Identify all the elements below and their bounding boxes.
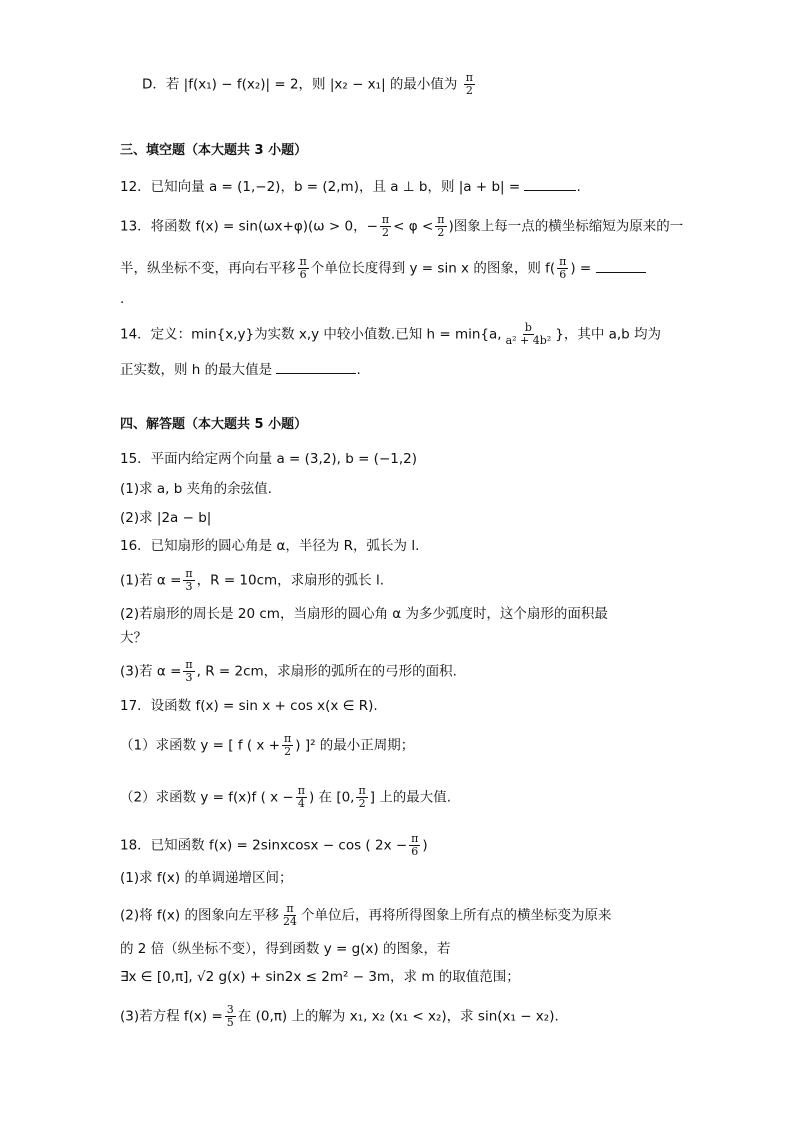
- answer-blank: [596, 260, 646, 273]
- option-d: [142, 72, 477, 97]
- question-14-line-1: 14．定义：min{x,y}为实数 x,y 中较小值数.已知 h = min{a, $\frac{b}{\text{a² + 4b²}}$ }，其中 a,b 均为: [120, 321, 662, 347]
- question-13-line-1: 13．将函数 f(x) = sin(ωx+φ)(ω > 0，− $\frac{\pi}{2}$ < φ < $\frac{\pi}{2}$ )图象上每一点的横坐标缩短为原来的一: [120, 213, 684, 239]
- option-d-text: D．若 |f(x₁) − f(x₂)| = 2，则 |x₂ − x₁| 的最小值为: [142, 76, 458, 93]
- section-heading-fill-in: 三、填空题（本大题共 3 小题）: [120, 143, 308, 158]
- question-14-line-2: 正实数，则 h 的最大值是 .: [120, 362, 361, 378]
- answer-blank: [276, 361, 356, 374]
- question-12: 12．已知向量 a = (1,−2)，b = (2,m)，且 a ⊥ b，则 |a + b| = .: [120, 179, 581, 195]
- question-17: 17．设函数 f(x) = sin x + cos x(x ∈ R).: [120, 698, 378, 714]
- question-15-part-1: (1)求 a, b 夹角的余弦值.: [120, 481, 272, 497]
- question-16-part-1: (1)若 α = $\frac{\pi}{3}$ ，R = 10cm，求扇形的弧长 l.: [120, 567, 385, 593]
- question-16-part-2-line-1: (2)若扇形的周长是 20 cm，当扇形的圆心角 α 为多少弧度时，这个扇形的面积最: [120, 606, 608, 622]
- question-17-part-1: （1）求函数 y = [ f ( x + $\frac{\pi}{2}$ ) ]² 的最小正周期；: [120, 732, 415, 758]
- question-15-part-2: (2)求 |2a − b|: [120, 510, 212, 526]
- question-16-part-2-line-2: 大？: [120, 630, 147, 646]
- question-18-part-2-line-3: ∃x ∈ [0,π], √2 g(x) + sin2x ≤ 2m² − 3m，求 m 的取值范围；: [120, 969, 520, 985]
- question-16: 16．已知扇形的圆心角是 α，半径为 R，弧长为 l.: [120, 538, 420, 554]
- section-heading-answer: 四、解答题（本大题共 5 小题）: [120, 417, 308, 432]
- answer-blank: [524, 178, 576, 191]
- question-17-part-2: （2）求函数 y = f(x)f ( x − $\frac{\pi}{4}$ ) 在 [0, $\frac{\pi}{2}$ ] 上的最大值.: [120, 784, 452, 810]
- question-13-line-3: .: [120, 291, 125, 307]
- question-18-part-2-line-2: 的 2 倍（纵坐标不变），得到函数 y = g(x) 的图象，若: [120, 941, 451, 957]
- question-18-part-3: (3)若方程 f(x) = $\frac{3}{5}$ 在 (0,π) 上的解为 x₁, x₂ (x₁ < x₂)，求 sin(x₁ − x₂).: [120, 1003, 559, 1029]
- question-18: 18．已知函数 f(x) = 2sinxcosx − cos ( 2x − $\frac{\pi}{6}$ ): [120, 832, 428, 858]
- question-18-part-2-line-1: (2)将 f(x) 的图象向左平移 $\frac{\pi}{24}$ 个单位后，再将所得图象上所有点的横坐标变为原来: [120, 902, 612, 928]
- question-13-line-2: 半，纵坐标不变，再向右平移 $\frac{\pi}{6}$ 个单位长度得到 y = sin x 的图象，则 f( $\frac{\pi}{6}$ ) =: [120, 256, 646, 281]
- question-18-part-1: (1)求 f(x) 的单调递增区间；: [120, 870, 293, 886]
- question-15: 15．平面内给定两个向量 a = (3,2), b = (−1,2): [120, 451, 417, 467]
- fraction: $\frac{\pi}{2}$: [465, 71, 473, 97]
- question-16-part-3: (3)若 α = $\frac{\pi}{3}$ , R = 2cm，求扇形的弧所在的弓形的面积.: [120, 658, 457, 684]
